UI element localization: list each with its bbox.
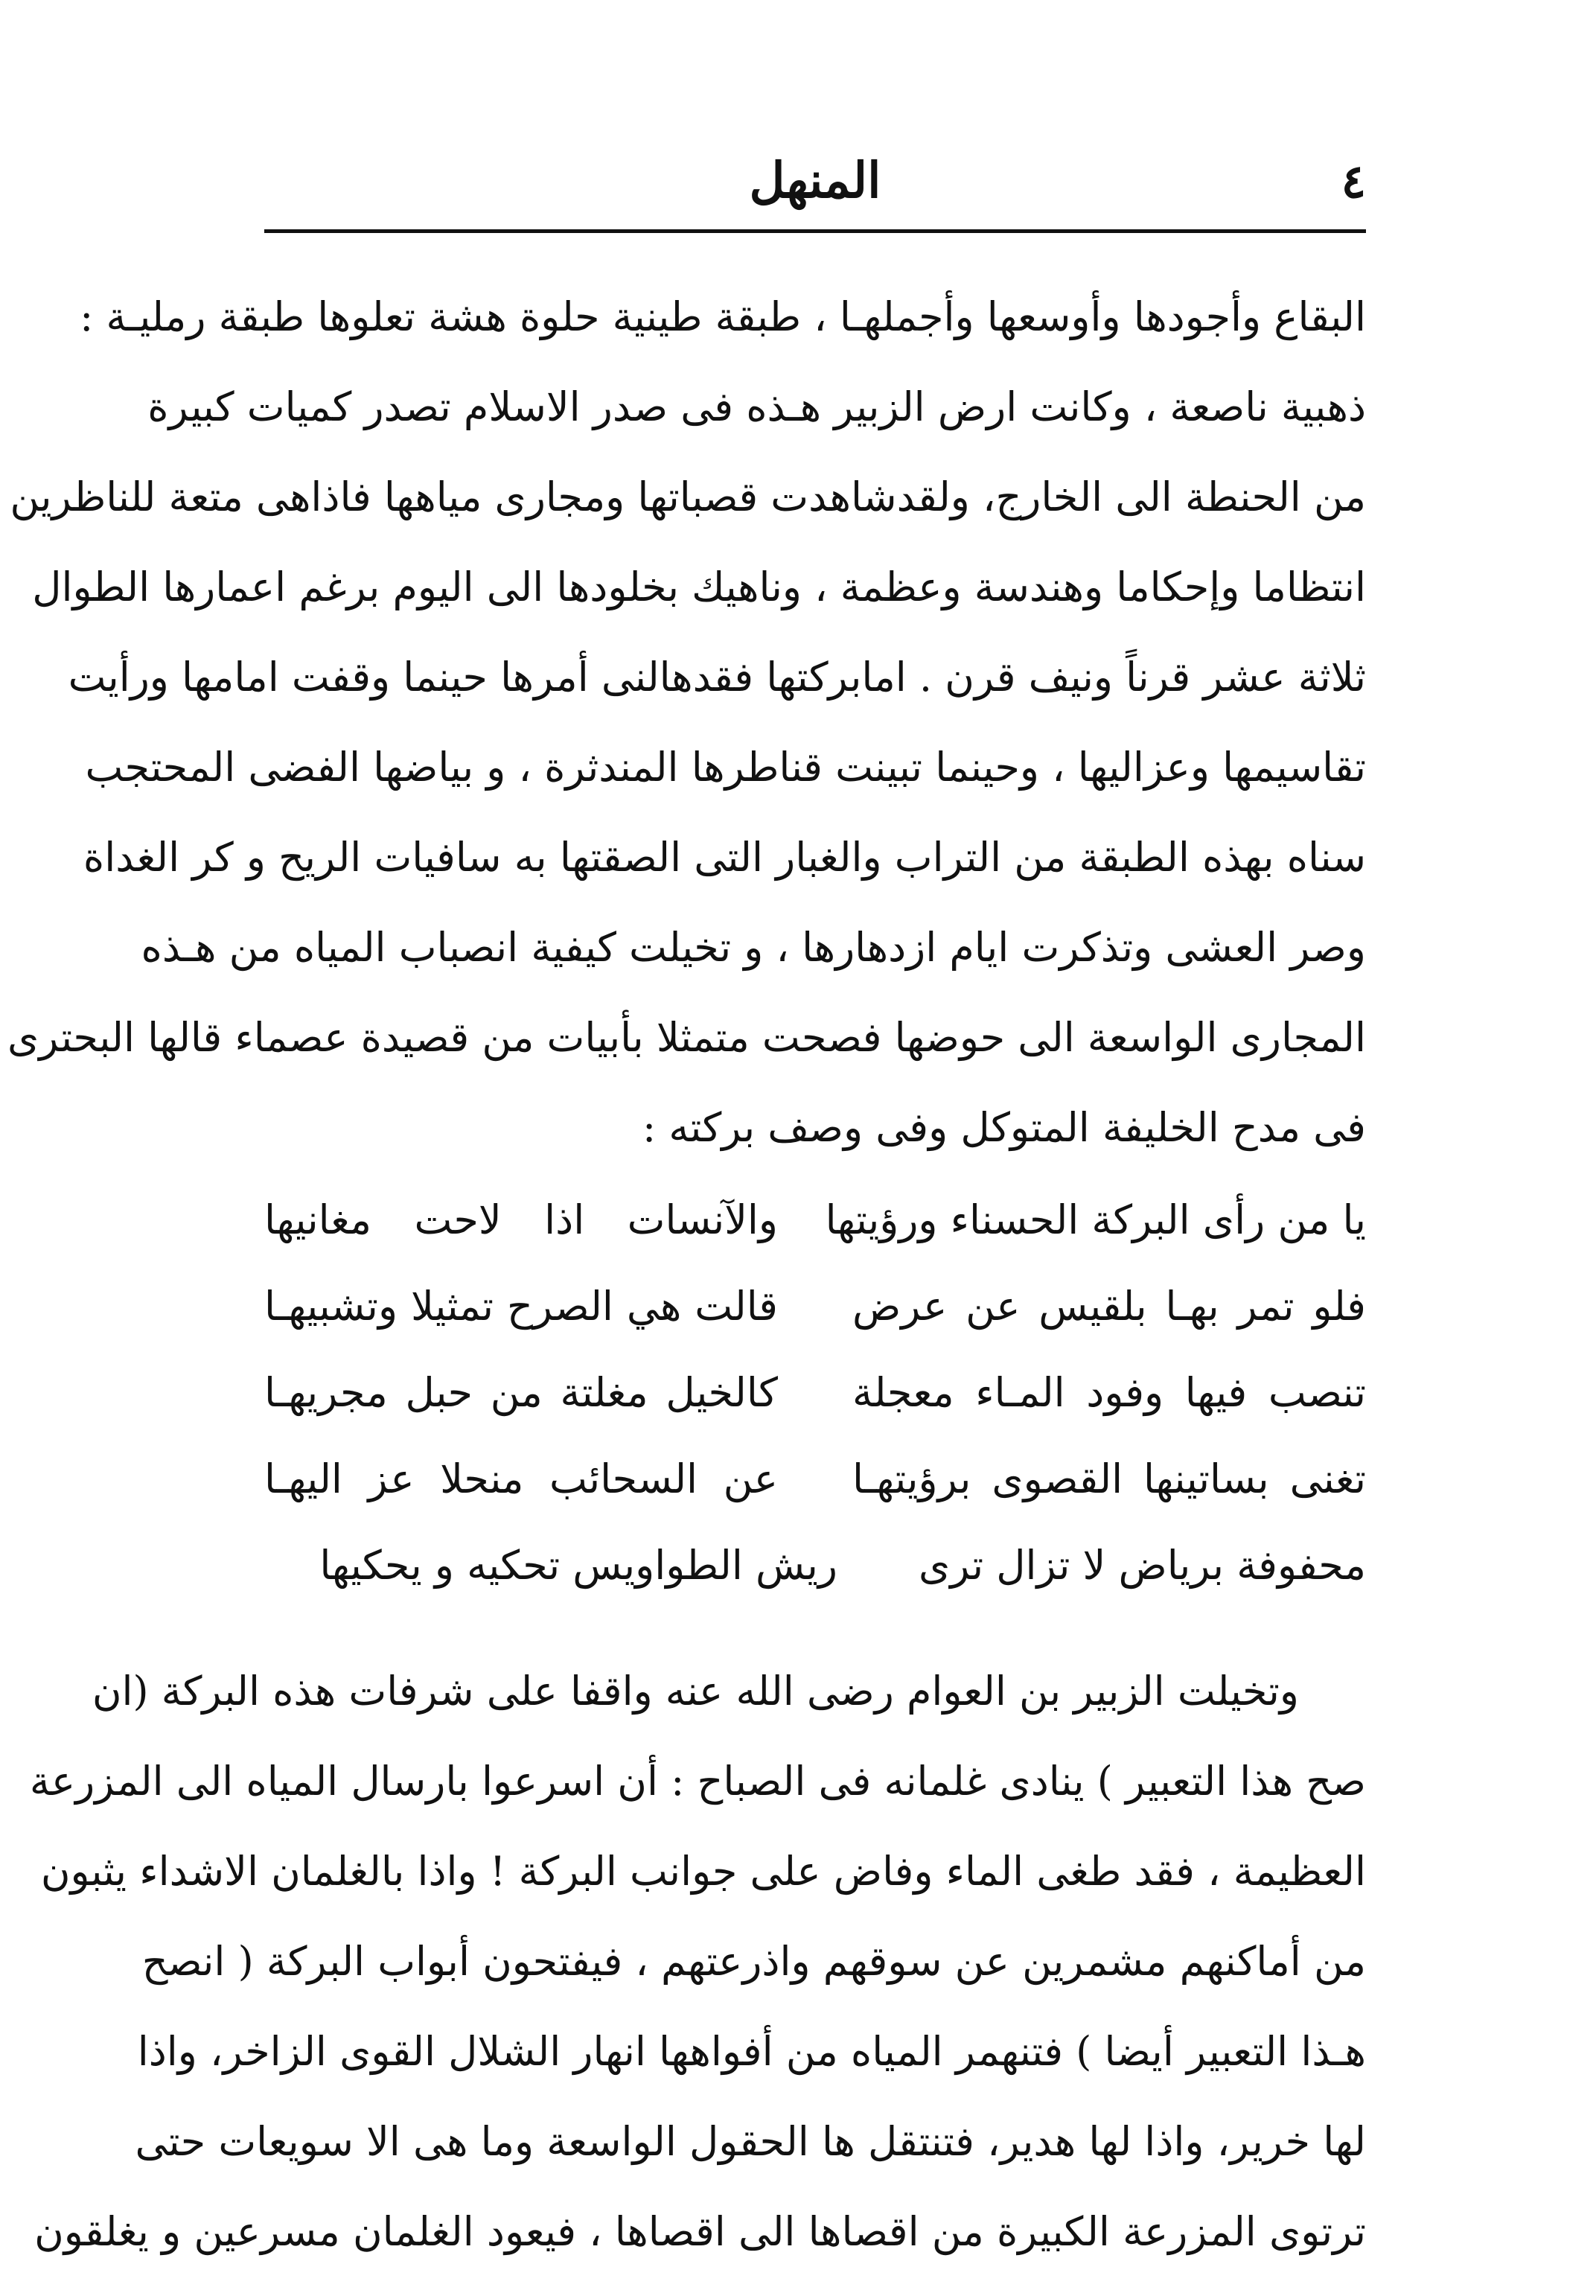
poem bbox=[264, 1177, 1366, 1609]
verse-second-hemistich: والآنسات اذا لاحت مغانيها bbox=[264, 1196, 778, 1243]
verse-first-hemistich: تغنى بساتينها القصوى برؤيتهـا bbox=[852, 1455, 1366, 1502]
page-body bbox=[7, 272, 1366, 2277]
text-line: ترتوى المزرعة الكبيرة من اقصاها الى اقصاها ، فيعود الغلمان مسرعين و يغلقون bbox=[34, 2208, 1366, 2255]
verse bbox=[264, 1263, 1366, 1350]
running-title: المنهل bbox=[749, 151, 881, 209]
section-gap bbox=[264, 1609, 1366, 1646]
text-line: وتخيلت الزبير بن العوام رضى الله عنه واقفا على شرفات هذه البركة (ان bbox=[92, 1668, 1299, 1715]
header-rule bbox=[264, 229, 1366, 233]
paragraph-2 bbox=[29, 1646, 1366, 2277]
verse bbox=[264, 1436, 1366, 1522]
text-line: لها خرير، واذا لها هدير، فتنتقل ها الحقول الواسعة وما هى الا سويعات حتى bbox=[135, 2118, 1366, 2165]
text-line: وصر العشى وتذكرت ايام ازدهارها ، و تخيلت كيفية انصباب المياه من هـذه bbox=[141, 924, 1366, 971]
verse-second-hemistich: قالت هي الصرح تمثيلا وتشبيهـا bbox=[264, 1283, 778, 1330]
text-line: فى مدح الخليفة المتوكل وفى وصف بركته : bbox=[642, 1104, 1366, 1151]
verse bbox=[264, 1350, 1366, 1436]
paragraph-1 bbox=[7, 272, 1366, 1173]
verse-second-hemistich: ريش الطواويس تحكيه و يحكيها bbox=[319, 1542, 837, 1589]
text-line: هـذا التعبير أيضا ) فتنهمر المياه من أفواهها انهار الشلال القوى الزاخر، واذا bbox=[137, 2028, 1366, 2075]
verse-second-hemistich: كالخيل مغلتة من حبل مجريهـا bbox=[264, 1369, 778, 1416]
text-line: المجارى الواسعة الى حوضها فصحت متمثلا بأبيات من قصيدة عصماء قالها البحترى bbox=[7, 1014, 1366, 1061]
verse-second-hemistich: عن السحائب منحلا عز اليهـا bbox=[264, 1455, 778, 1502]
text-line: ثلاثة عشر قرناً ونيف قرن . امابركتها فقدهالنى أمرها حينما وقفت امامها ورأيت bbox=[68, 654, 1366, 701]
verse-first-hemistich: يا من رأى البركة الحسناء ورؤيتها bbox=[825, 1196, 1366, 1243]
verse-first-hemistich: فلو تمر بهـا بلقيس عن عرض bbox=[852, 1283, 1366, 1330]
verse-first-hemistich: محفوفة برياض لا تزال ترى bbox=[919, 1542, 1366, 1589]
verse bbox=[264, 1522, 1366, 1609]
text-line: صح هذا التعبير ) ينادى غلمانه فى الصباح : أن اسرعوا بارسال المياه الى المزرعة bbox=[29, 1758, 1366, 1805]
text-line: انتظاما وإحكاما وهندسة وعظمة ، وناهيك بخلودها الى اليوم برغم اعمارها الطوال bbox=[32, 564, 1366, 610]
text-line: ذهبية ناصعة ، وكانت ارض الزبير هـذه فى صدر الاسلام تصدر كميات كبيرة bbox=[147, 383, 1366, 430]
text-line: سناه بهذه الطبقة من التراب والغبار التى الصقتها به سافيات الريح و كر الغداة bbox=[83, 834, 1366, 881]
verse bbox=[264, 1177, 1366, 1263]
text-line: البقاع وأجودها وأوسعها وأجملهـا ، طبقة طينية حلوة هشة تعلوها طبقة رمليـة : bbox=[80, 293, 1366, 340]
text-line: تقاسيمها وعزاليها ، وحينما تبينت قناطرها المندثرة ، و بياضها الفضى المحتجب bbox=[85, 744, 1366, 791]
text-line: من الحنطة الى الخارج، ولقدشاهدت قصباتها ومجارى مياهها فاذاهى متعة للناظرين bbox=[10, 473, 1366, 520]
verse-first-hemistich: تنصب فيها وفود المـاء معجلة bbox=[852, 1369, 1366, 1416]
text-line: من أماكنهم مشمرين عن سوقهم واذرعتهم ، فيفتحون أبواب البركة ( انصح bbox=[141, 1938, 1366, 1985]
page-number: ٤ bbox=[1341, 154, 1366, 208]
text-line: العظيمة ، فقد طغى الماء وفاض على جوانب البركة ! واذا بالغلمان الاشداء يثبون bbox=[40, 1848, 1366, 1895]
page-header bbox=[264, 145, 1366, 227]
